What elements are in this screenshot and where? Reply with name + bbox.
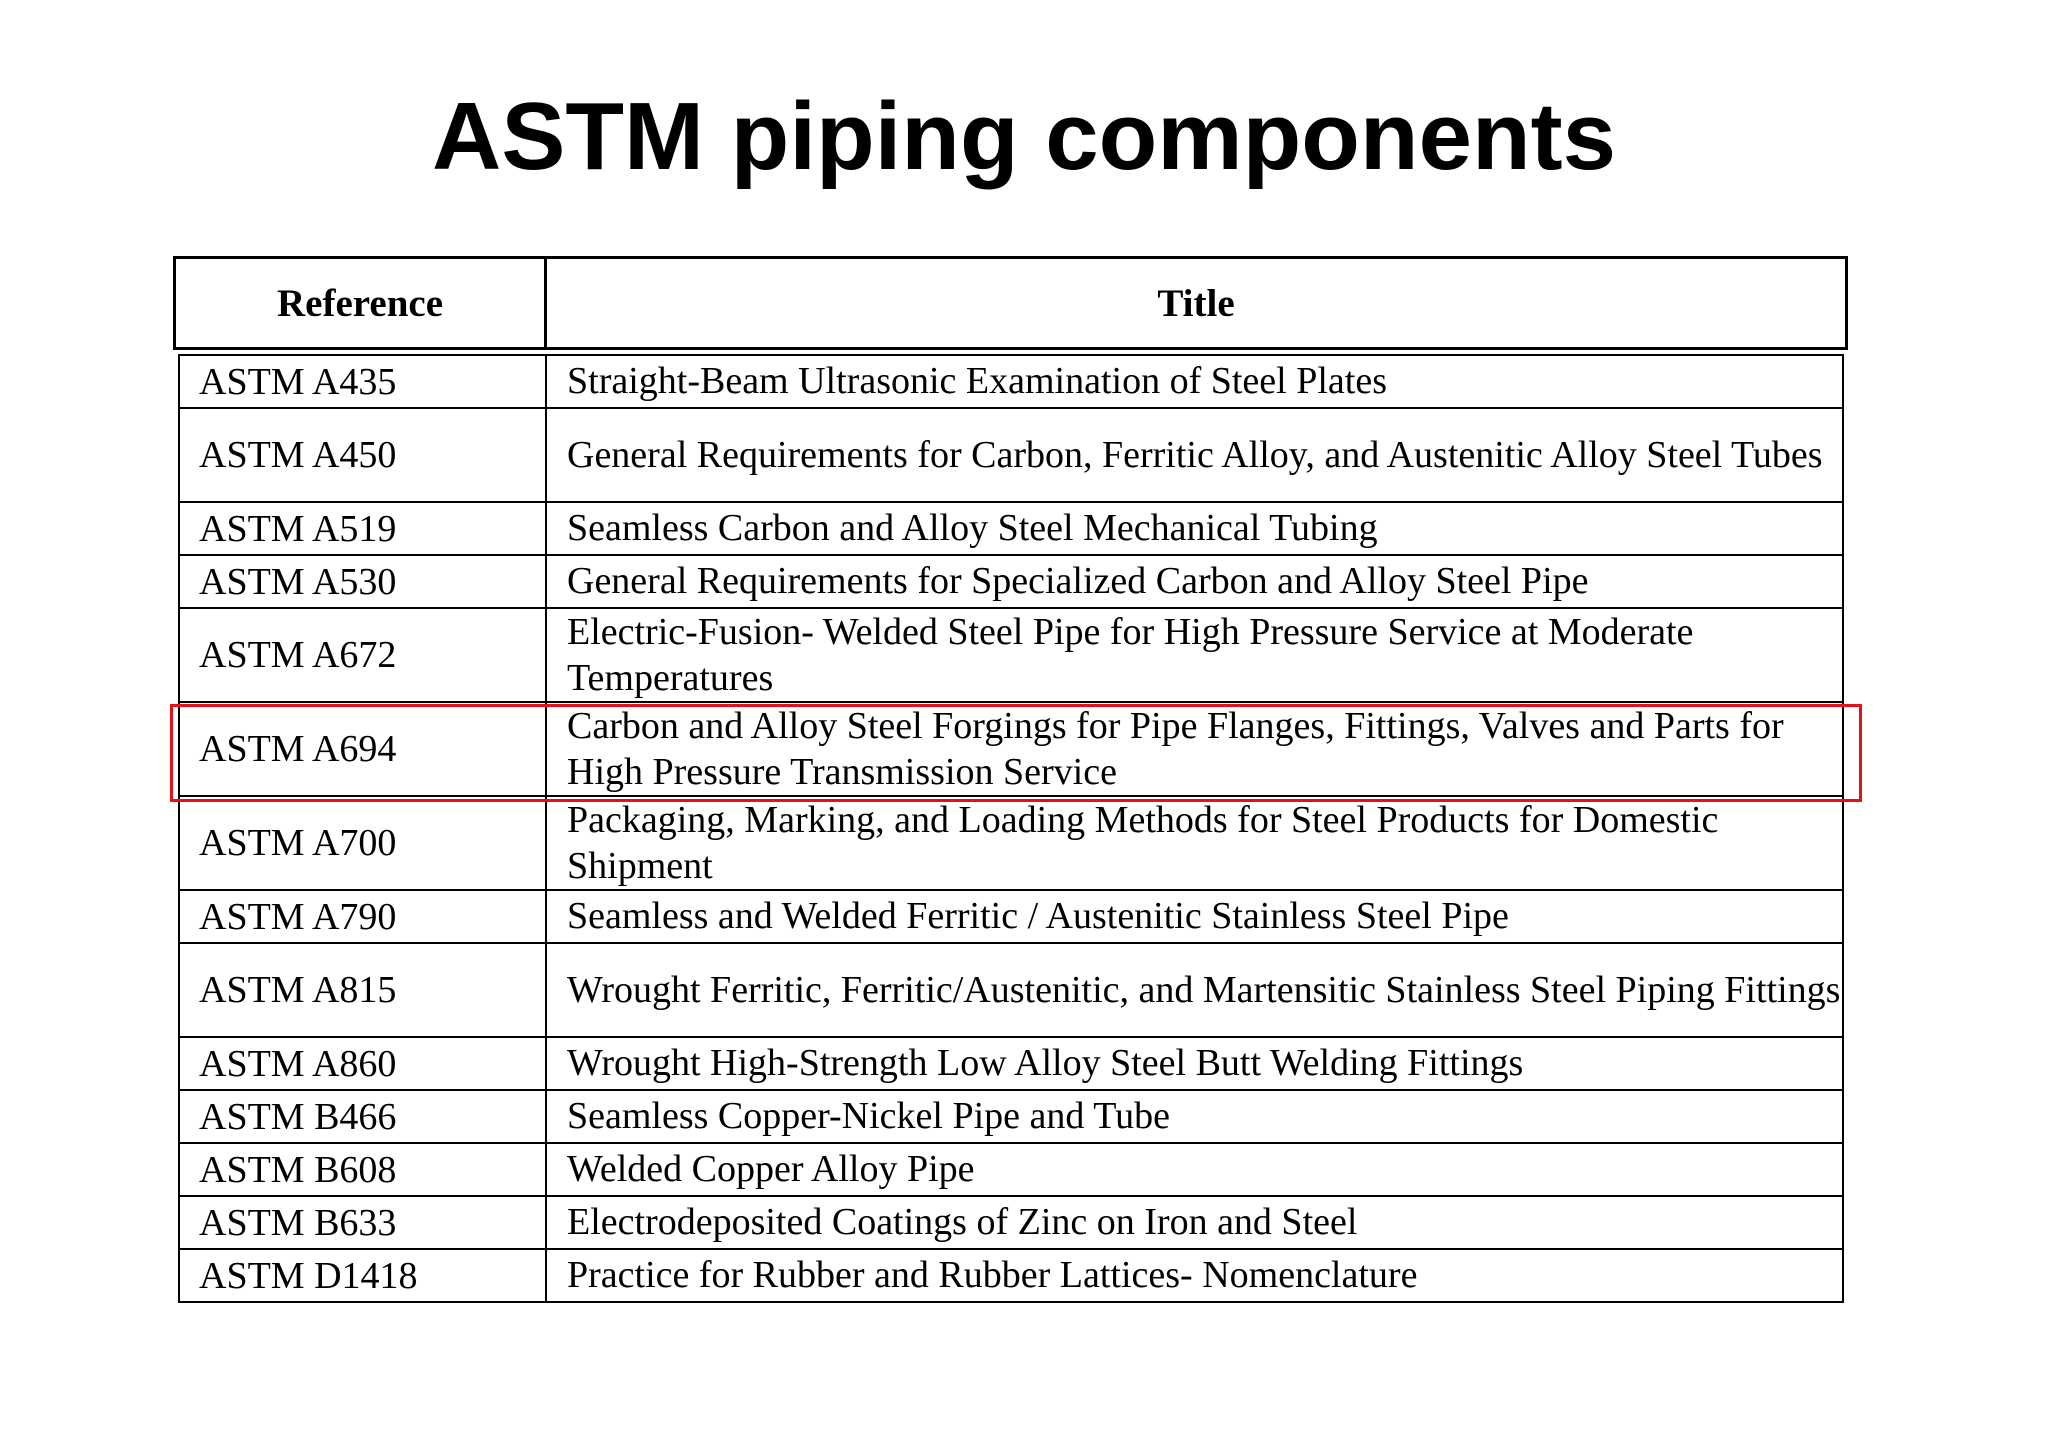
table-row bbox=[179, 1037, 1843, 1090]
reference-cell: ASTM D1418 bbox=[179, 1249, 546, 1302]
column-header-reference: Reference bbox=[176, 259, 547, 347]
title-cell: Straight-Beam Ultrasonic Examination of Steel Plates bbox=[546, 355, 1843, 408]
reference-cell: ASTM A790 bbox=[179, 890, 546, 943]
table-row bbox=[179, 608, 1843, 702]
table-row bbox=[179, 890, 1843, 943]
table-row bbox=[179, 1143, 1843, 1196]
reference-cell: ASTM B608 bbox=[179, 1143, 546, 1196]
table-row bbox=[179, 408, 1843, 502]
reference-cell: ASTM A672 bbox=[179, 608, 546, 702]
reference-cell: ASTM A435 bbox=[179, 355, 546, 408]
title-cell: Seamless and Welded Ferritic / Austenitic Stainless Steel Pipe bbox=[546, 890, 1843, 943]
reference-cell: ASTM B466 bbox=[179, 1090, 546, 1143]
reference-cell: ASTM A700 bbox=[179, 796, 546, 890]
title-cell: General Requirements for Specialized Carbon and Alloy Steel Pipe bbox=[546, 555, 1843, 608]
title-cell: Electrodeposited Coatings of Zinc on Iron and Steel bbox=[546, 1196, 1843, 1249]
standards-table bbox=[178, 354, 1844, 1303]
table-row bbox=[179, 1249, 1843, 1302]
table-row bbox=[179, 1196, 1843, 1249]
table-row bbox=[179, 502, 1843, 555]
title-cell: Seamless Carbon and Alloy Steel Mechanical Tubing bbox=[546, 502, 1843, 555]
reference-cell: ASTM A860 bbox=[179, 1037, 546, 1090]
reference-cell: ASTM A694 bbox=[179, 702, 546, 796]
reference-cell: ASTM A519 bbox=[179, 502, 546, 555]
table-row-highlighted bbox=[179, 702, 1843, 796]
title-cell: Wrought Ferritic, Ferritic/Austenitic, and Martensitic Stainless Steel Piping Fittings bbox=[546, 943, 1843, 1037]
reference-cell: ASTM A815 bbox=[179, 943, 546, 1037]
page-title: ASTM piping components bbox=[432, 83, 1616, 190]
title-cell: Carbon and Alloy Steel Forgings for Pipe Flanges, Fittings, Valves and Parts for High Pressure Transmission Service bbox=[546, 702, 1843, 796]
table-row bbox=[179, 1090, 1843, 1143]
title-cell: General Requirements for Carbon, Ferritic Alloy, and Austenitic Alloy Steel Tubes bbox=[546, 408, 1843, 502]
title-cell: Seamless Copper-Nickel Pipe and Tube bbox=[546, 1090, 1843, 1143]
title-cell: Practice for Rubber and Rubber Lattices- Nomenclature bbox=[546, 1249, 1843, 1302]
table-row bbox=[179, 796, 1843, 890]
reference-cell: ASTM A450 bbox=[179, 408, 546, 502]
table-row bbox=[179, 555, 1843, 608]
table-row bbox=[179, 943, 1843, 1037]
title-cell: Electric-Fusion- Welded Steel Pipe for High Pressure Service at Moderate Temperatures bbox=[546, 608, 1843, 702]
title-cell: Packaging, Marking, and Loading Methods for Steel Products for Domestic Shipment bbox=[546, 796, 1843, 890]
table-row bbox=[179, 355, 1843, 408]
title-cell: Wrought High-Strength Low Alloy Steel Butt Welding Fittings bbox=[546, 1037, 1843, 1090]
reference-cell: ASTM A530 bbox=[179, 555, 546, 608]
table-header bbox=[173, 256, 1848, 350]
title-cell: Welded Copper Alloy Pipe bbox=[546, 1143, 1843, 1196]
column-header-title: Title bbox=[1157, 281, 1235, 325]
reference-cell: ASTM B633 bbox=[179, 1196, 546, 1249]
